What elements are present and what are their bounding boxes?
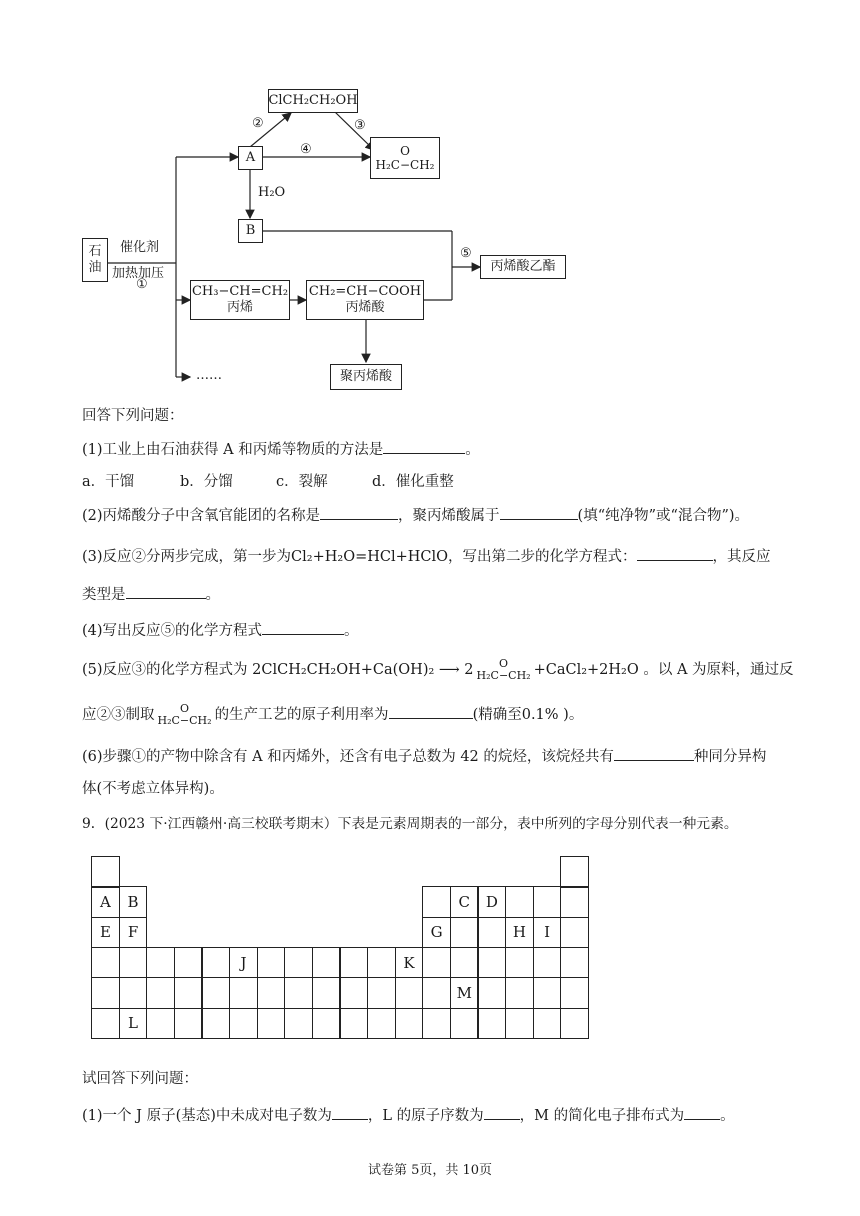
element-letter-e: E <box>99 923 111 942</box>
element-cell-d <box>477 886 506 918</box>
element-cell-m <box>450 977 479 1009</box>
element-letter-g: G <box>430 923 443 942</box>
element-cell-h <box>505 917 534 949</box>
element-cell-l <box>119 1008 148 1040</box>
q5-epoxide-2-formula: H₂C−CH₂ <box>157 714 212 727</box>
box-epoxide <box>370 137 440 179</box>
q9-1-text-d: 。 <box>720 1108 735 1124</box>
q3-blank-1[interactable] <box>637 546 713 561</box>
table-cell <box>312 947 341 979</box>
element-letter-b: B <box>127 893 139 912</box>
q1-option-d: d．催化重整 <box>372 474 454 490</box>
acrylic-acid-name: 丙烯酸 <box>345 300 385 315</box>
intro-text: 回答下列问题： <box>82 408 184 424</box>
table-cell <box>257 1008 286 1040</box>
q5-text-c: 应②③制取 <box>82 707 155 723</box>
element-cell-j <box>229 947 258 979</box>
table-cell <box>560 977 589 1009</box>
table-cell <box>91 947 120 979</box>
acrylic-acid-formula: CH₂=CH−COOH <box>308 284 422 299</box>
box-acrylic-acid <box>306 280 424 320</box>
table-cell <box>422 1008 451 1040</box>
q3-text-b: ，其反应 <box>712 549 771 565</box>
q5-text-b: +CaCl₂+2H₂O 。以 A 为原料，通过反 <box>533 662 794 678</box>
table-cell <box>312 1008 341 1040</box>
q5-text-a: (5)反应③的化学方程式为 2ClCH₂CH₂OH+Ca(OH)₂ ⟶ 2 <box>82 662 474 678</box>
table-cell <box>505 947 534 979</box>
epoxide-o: O <box>400 143 410 158</box>
propene-formula: CH₃−CH=CH₂ <box>191 284 289 299</box>
table-cell <box>367 1008 396 1040</box>
table-cell <box>284 947 313 979</box>
label-step-3: ③ <box>354 118 366 133</box>
label-step-2: ② <box>252 116 264 131</box>
q2-blank-2[interactable] <box>500 505 578 520</box>
table-cell <box>367 947 396 979</box>
q3-text-c: 类型是 <box>82 587 126 603</box>
table-cell <box>119 947 148 979</box>
q5-epoxide-2-o: O <box>180 702 190 715</box>
table-cell <box>560 856 589 888</box>
table-cell <box>201 977 230 1009</box>
question-5 <box>82 658 794 682</box>
label-step-5: ⑤ <box>460 246 472 261</box>
q5-epoxide-1 <box>477 658 531 682</box>
table-cell <box>505 1008 534 1040</box>
table-cell <box>146 1008 175 1040</box>
table-cell <box>91 856 120 888</box>
table-cell <box>477 917 506 949</box>
table-cell <box>257 977 286 1009</box>
table-cell <box>174 1008 203 1040</box>
element-cell-c <box>450 886 479 918</box>
q9-1-blank-2[interactable] <box>484 1105 520 1120</box>
table-cell <box>477 1008 506 1040</box>
q1-option-c: c．裂解 <box>276 474 328 490</box>
q6-blank[interactable] <box>614 746 694 761</box>
q3-text-a: (3)反应②分两步完成，第一步为Cl₂+H₂O=HCl+HClO，写出第二步的化学方程式： <box>82 549 637 565</box>
diagram-connectors <box>0 0 860 400</box>
element-letter-d: D <box>485 893 498 912</box>
table-cell <box>395 977 424 1009</box>
question-2 <box>82 505 749 526</box>
question-3-cont <box>82 584 220 605</box>
q3-text-d: 。 <box>205 587 220 603</box>
synthesis-diagram <box>0 0 860 400</box>
table-cell <box>229 1008 258 1040</box>
table-cell <box>146 947 175 979</box>
q2-text-a: (2)丙烯酸分子中含氧官能团的名称是 <box>82 508 321 524</box>
table-cell <box>174 977 203 1009</box>
box-clch2ch2oh <box>268 89 358 113</box>
label-h2o: H₂O <box>258 185 286 200</box>
q5-text-e: (精确至0.1% )。 <box>472 707 584 723</box>
table-cell <box>450 947 479 979</box>
table-cell <box>505 977 534 1009</box>
table-cell <box>422 886 451 918</box>
table-cell <box>533 947 562 979</box>
q1-blank[interactable] <box>383 439 465 454</box>
element-cell-g <box>422 917 451 949</box>
element-letter-a: A <box>100 893 111 912</box>
label-heat-pressure: 加热加压 <box>112 266 165 281</box>
q1-text: (1)工业上由石油获得 A 和丙烯等物质的方法是 <box>82 442 384 458</box>
table-cell <box>284 1008 313 1040</box>
table-cell <box>339 1008 368 1040</box>
table-cell <box>284 977 313 1009</box>
q5-epoxide-1-o: O <box>499 657 509 670</box>
q2-text-b: ，聚丙烯酸属于 <box>398 508 500 524</box>
table-cell <box>339 947 368 979</box>
question-4 <box>82 620 359 641</box>
page-footer: 试卷第 5页，共 10页 <box>367 1163 493 1178</box>
q9-1-text-c: ，M 的简化电子排布式为 <box>519 1108 685 1124</box>
q5-blank[interactable] <box>389 704 473 719</box>
q5-epoxide-2 <box>158 703 212 727</box>
q6-text-b: 种同分异构 <box>693 749 767 765</box>
element-cell-e <box>91 917 120 949</box>
box-oil <box>82 238 108 282</box>
element-letter-l: L <box>128 1014 139 1033</box>
table-cell <box>339 977 368 1009</box>
table-cell <box>560 1008 589 1040</box>
q1-option-b: b．分馏 <box>180 474 233 490</box>
propene-name: 丙烯 <box>226 300 253 315</box>
element-cell-a <box>91 886 120 918</box>
table-cell <box>257 947 286 979</box>
question-3 <box>82 546 771 567</box>
try-answer-text: 试回答下列问题： <box>82 1071 198 1087</box>
element-letter-m: M <box>456 983 472 1002</box>
box-a <box>238 146 263 170</box>
element-cell-i <box>533 917 562 949</box>
table-cell <box>146 977 175 1009</box>
question-5-cont <box>82 703 583 727</box>
question-1 <box>82 439 480 460</box>
table-cell <box>422 977 451 1009</box>
element-cell-k <box>395 947 424 979</box>
box-ester <box>480 255 566 279</box>
label-step-1: ① <box>136 277 148 292</box>
table-cell <box>505 886 534 918</box>
q1-option-a: a．干馏 <box>82 474 135 490</box>
question-9-1 <box>82 1105 735 1126</box>
q4-blank[interactable] <box>262 620 344 635</box>
table-cell <box>477 947 506 979</box>
q1-end: 。 <box>465 442 480 458</box>
q4-text-b: 。 <box>344 623 359 639</box>
q9-1-text-a: (1)一个 J 原子(基态)中未成对电子数为 <box>82 1108 332 1124</box>
table-cell <box>450 1008 479 1040</box>
table-cell <box>174 947 203 979</box>
table-cell <box>560 886 589 918</box>
table-cell <box>533 977 562 1009</box>
label-dots: …… <box>196 368 222 383</box>
question-6-cont: 体(不考虑立体异构)。 <box>82 781 224 797</box>
box-a-label: A <box>245 150 256 165</box>
label-catalyst: 催化剂 <box>120 240 160 255</box>
box-oil-line1: 石 <box>88 244 102 259</box>
table-cell <box>422 947 451 979</box>
q5-text-d: 的生产工艺的原子利用率为 <box>214 707 389 723</box>
table-cell <box>91 1008 120 1040</box>
box-polyacrylic-label: 聚丙烯酸 <box>339 369 392 384</box>
element-cell-f <box>119 917 148 949</box>
table-cell <box>201 1008 230 1040</box>
q5-epoxide-1-formula: H₂C−CH₂ <box>476 669 531 682</box>
question-1-options <box>82 472 454 492</box>
table-cell <box>477 977 506 1009</box>
element-letter-h: H <box>512 923 526 942</box>
table-cell <box>450 917 479 949</box>
table-cell <box>201 947 230 979</box>
table-cell <box>560 947 589 979</box>
box-b-label: B <box>245 223 256 238</box>
box-ester-label: 丙烯酸乙酯 <box>490 259 556 274</box>
q2-text-c: (填“纯净物”或“混合物”)。 <box>577 508 750 524</box>
q4-text-a: (4)写出反应⑤的化学方程式 <box>82 623 263 639</box>
box-propene <box>190 280 290 320</box>
element-cell-b <box>119 886 148 918</box>
box-clch2ch2oh-label: ClCH₂CH₂OH <box>268 93 358 108</box>
q9-1-text-b: ，L 的原子序数为 <box>367 1108 484 1124</box>
q3-blank-2[interactable] <box>126 584 206 599</box>
box-polyacrylic <box>330 364 402 390</box>
label-step-4: ④ <box>300 142 312 157</box>
table-cell <box>367 977 396 1009</box>
table-cell <box>119 977 148 1009</box>
table-cell <box>91 977 120 1009</box>
table-cell <box>395 1008 424 1040</box>
q9-1-blank-3[interactable] <box>684 1105 720 1120</box>
epoxide-formula: H₂C−CH₂ <box>375 157 435 172</box>
table-cell <box>533 886 562 918</box>
table-cell <box>533 1008 562 1040</box>
table-cell <box>560 917 589 949</box>
box-oil-line2: 油 <box>88 260 102 275</box>
table-cell <box>229 977 258 1009</box>
box-b <box>238 219 263 243</box>
q6-text-a: (6)步骤①的产物中除含有 A 和丙烯外，还含有电子总数为 42 的烷烃，该烷烃共有 <box>82 749 614 765</box>
question-6 <box>82 746 766 767</box>
q9-1-blank-1[interactable] <box>332 1105 368 1120</box>
element-letter-f: F <box>127 923 139 942</box>
element-letter-c: C <box>458 893 470 912</box>
question-9: 9．(2023 下·江西赣州·高三校联考期末）下表是元素周期表的一部分，表中所列的字母分别代表一种元素。 <box>82 816 738 832</box>
element-letter-i: I <box>544 923 550 942</box>
element-letter-j: J <box>240 953 247 972</box>
q2-blank-1[interactable] <box>320 505 398 520</box>
element-letter-k: K <box>403 953 415 972</box>
table-cell <box>312 977 341 1009</box>
